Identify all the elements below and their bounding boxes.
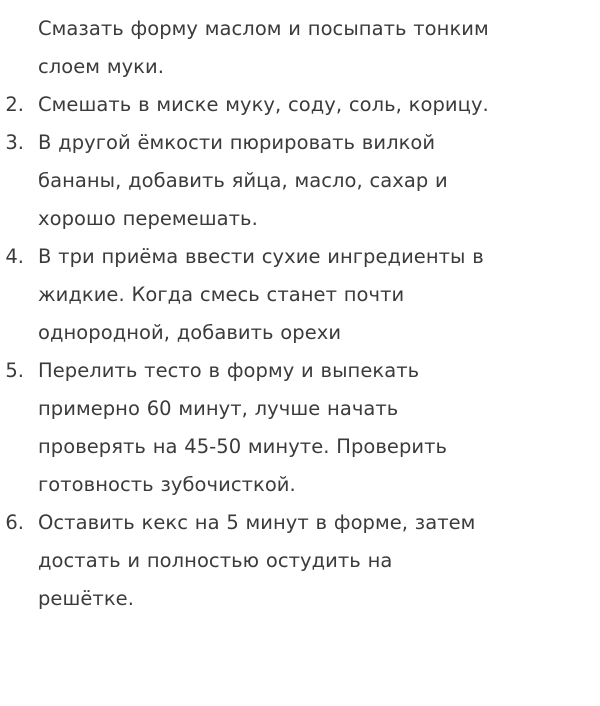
instruction-step (0, 238, 600, 352)
step-text: Смешать в миске муку, соду, соль, корицу. (38, 93, 489, 116)
step-number: 5. (5, 359, 24, 382)
step-number: 2. (5, 93, 24, 116)
step-number: 4. (5, 245, 24, 268)
instruction-step (0, 124, 600, 238)
instruction-step (0, 86, 600, 124)
instruction-step (0, 6, 600, 86)
step-text: В другой ёмкости пюрировать вилкой бананы, добавить яйца, масло, сахар и хорошо перемешать. (38, 131, 448, 230)
step-text: Оставить кекс на 5 минут в форме, затем достать и полностью остудить на решётке. (38, 511, 476, 610)
instruction-step (0, 352, 600, 504)
step-text: Перелить тесто в форму и выпекать примерно 60 минут, лучше начать проверять на 45-50 минуте. Проверить готовность зубочисткой. (38, 359, 448, 496)
step-number: 3. (5, 131, 24, 154)
step-number: 6. (5, 511, 24, 534)
step-text: В три приёма ввести сухие ингредиенты в жидкие. Когда смесь станет почти однородной, добавить орехи (38, 245, 484, 344)
instruction-step (0, 504, 600, 618)
step-text: Смазать форму маслом и посыпать тонким слоем муки. (38, 17, 489, 78)
instruction-steps-list (0, 6, 600, 618)
